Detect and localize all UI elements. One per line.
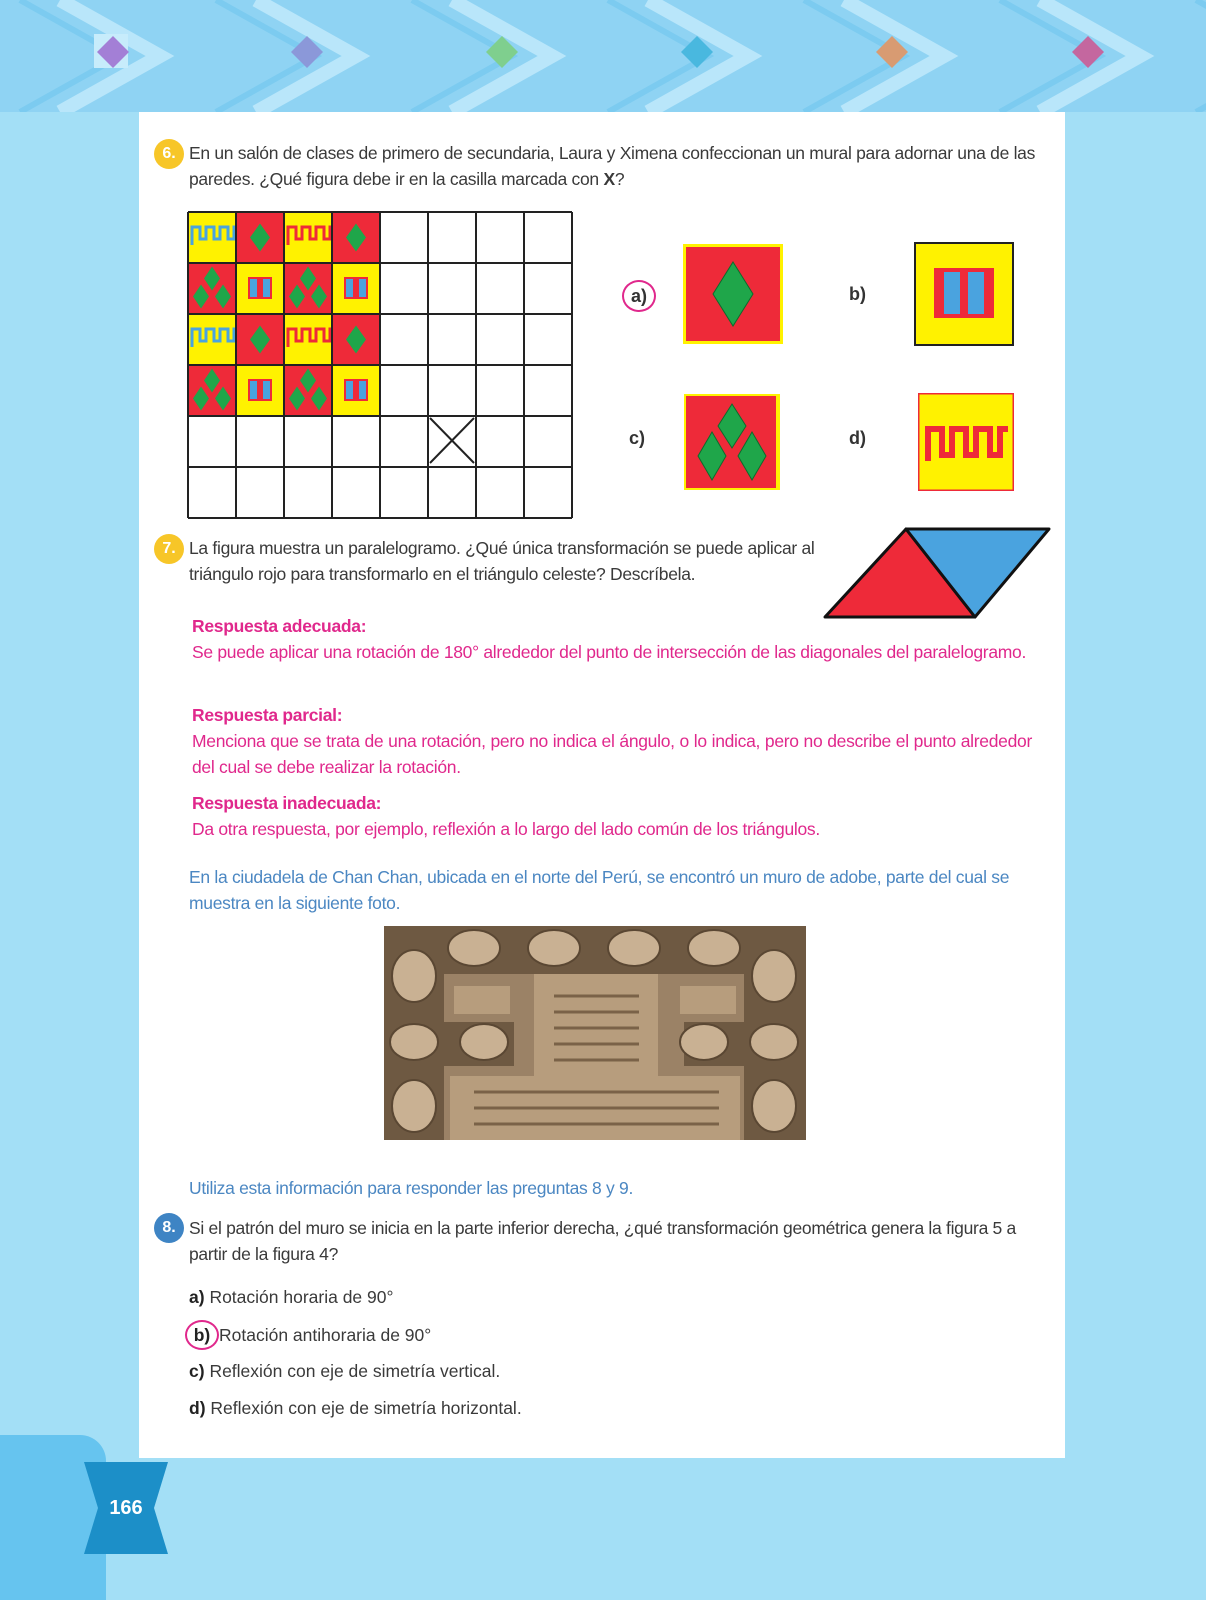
mural-tile: [236, 314, 284, 365]
answer-inadequate-body: Da otra respuesta, por ejemplo, reflexión a lo largo del lado común de los triángulos.: [192, 819, 820, 839]
choice-a-label: a): [189, 1287, 205, 1307]
mural-tile: [332, 212, 380, 263]
mural-tile: [332, 263, 380, 314]
choice-b-text: Rotación antihoraria de 90°: [219, 1325, 432, 1345]
option-b-tile[interactable]: [914, 242, 1014, 346]
option-a-tile[interactable]: [683, 244, 783, 344]
option-c-tile[interactable]: [684, 394, 780, 490]
choice-c-text: Reflexión con eje de simetría vertical.: [209, 1361, 501, 1381]
question-6-end: ?: [614, 169, 625, 189]
question-6-text: [189, 140, 1039, 192]
question-8-number: 8.: [154, 1213, 184, 1243]
choice-d-label: d): [189, 1398, 206, 1418]
question-6-number: 6.: [154, 139, 184, 169]
answer-inadequate-title: Respuesta inadecuada:: [192, 793, 382, 813]
mural-tile: [236, 263, 284, 314]
mural-tile: [188, 263, 236, 314]
choice-d-text: Reflexión con eje de simetría horizontal.: [210, 1398, 522, 1418]
chan-chan-intro: En la ciudadela de Chan Chan, ubicada en el norte del Perú, se encontró un muro de adobe, parte del cual se muestra en la siguiente foto.: [189, 867, 1010, 913]
mural-tile: [332, 365, 380, 416]
choice-a[interactable]: [189, 1284, 394, 1310]
mural-tile: [188, 212, 238, 263]
mural-tile: [236, 212, 284, 263]
choice-b-label: b): [185, 1320, 219, 1350]
answer-partial-body: Menciona que se trata de una rotación, pero no indica el ángulo, o lo indica, pero no describe el punto alrededor del cual se debe realizar la rotación.: [192, 731, 1032, 777]
mural-tile: [332, 314, 380, 365]
question-8-text: Si el patrón del muro se inicia en la parte inferior derecha, ¿qué transformación geométrica genera la figura 5 a partir de la figura 4?: [189, 1218, 1016, 1264]
answer-adequate-title: Respuesta adecuada:: [192, 616, 367, 636]
mural-tile: [284, 314, 334, 365]
chan-chan-wall-photo: [384, 926, 806, 1140]
choice-c[interactable]: [189, 1358, 500, 1384]
answer-partial-title: Respuesta parcial:: [192, 705, 343, 725]
mural-grid: [186, 211, 578, 523]
option-b-label[interactable]: b): [849, 284, 866, 304]
option-d-label[interactable]: d): [849, 428, 866, 448]
choice-d[interactable]: [189, 1395, 522, 1421]
choice-a-text: Rotación horaria de 90°: [209, 1287, 394, 1307]
page-number: 166: [109, 1497, 143, 1519]
option-c-label[interactable]: c): [629, 428, 646, 448]
mural-tile: [284, 365, 332, 416]
choice-c-label: c): [189, 1361, 205, 1381]
question-6-body: En un salón de clases de primero de secundaria, Laura y Ximena confeccionan un mural para adornar una de las paredes. ¿Qué figura debe ir en la casilla marcada con: [189, 143, 1036, 189]
mural-tile: [188, 314, 238, 365]
option-d-tile[interactable]: [918, 393, 1014, 491]
mural-tile: [236, 365, 284, 416]
mural-tile: [284, 212, 334, 263]
mural-tile: [284, 263, 332, 314]
parallelogram-figure: [823, 527, 1051, 619]
grid-x-marker: [430, 418, 474, 463]
choice-b[interactable]: [189, 1320, 431, 1350]
question-6-mark: X: [603, 169, 615, 189]
mural-tile: [188, 365, 236, 416]
option-a-label[interactable]: a): [622, 280, 656, 312]
question-7-text: La figura muestra un paralelogramo. ¿Qué única transformación se puede aplicar al triángulo rojo para transformarlo en el triángulo celeste? Descríbela.: [189, 538, 815, 584]
question-7-number: 7.: [154, 534, 184, 564]
use-info-text: Utiliza esta información para responder las preguntas 8 y 9.: [189, 1178, 634, 1198]
answer-adequate-body: Se puede aplicar una rotación de 180° alrededor del punto de intersección de las diagonales del paralelogramo.: [192, 642, 1027, 662]
decorative-banner: [0, 0, 1206, 112]
